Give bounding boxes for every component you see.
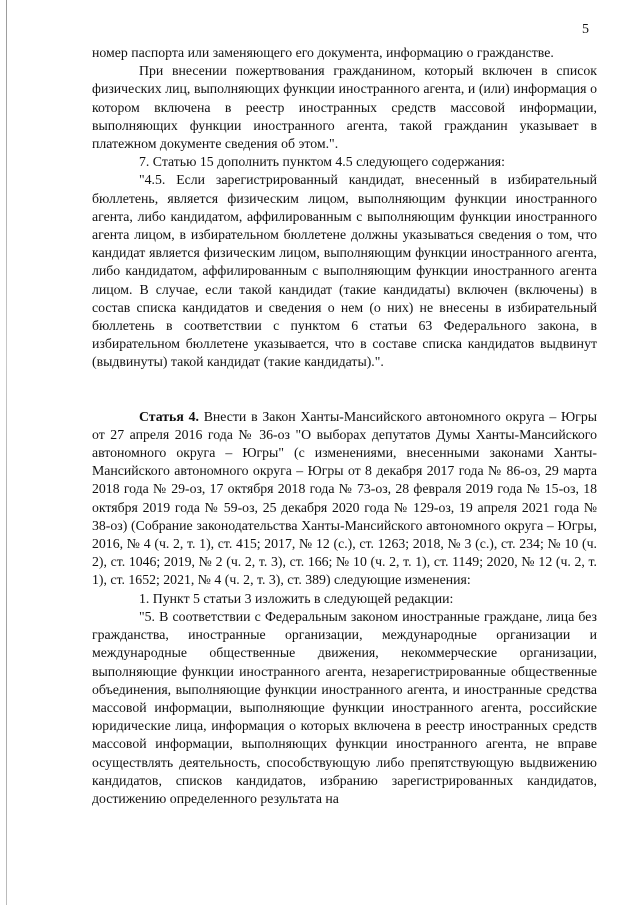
- article-4-heading: Статья 4.: [139, 408, 199, 424]
- paragraph-point-4-5: "4.5. Если зарегистрированный кандидат, внесенный в избирательный бюллетень, является физическим лицом, выполняющим функции иностранного агента, либо кандидатом, аффилированным с выполняющим функции иностранного агента лицом, в избирательном бюллетене должны указываться сведения о том, что кандидат является физическим лицом, выполняющим функции иностранного агента, либо кандидатом, аффилированным с выполняющим функции иностранного агента лицом. В случае, если такой кандидат (такие кандидаты) включен (включены) в состав списка кандидатов и сведения о нем (о них) не внесены в избирательный бюллетень в соответствии с пунктом 6 статьи 63 Федерального закона, в избирательном бюллетене указывается, что в составе списка кандидатов выдвинут (выдвинуты) такой кандидат (такие кандидаты).".: [92, 172, 597, 370]
- paragraph-item-1: 1. Пункт 5 статьи 3 изложить в следующей редакции:: [139, 590, 454, 606]
- paragraph-passport-info: номер паспорта или заменяющего его документа, информацию о гражданстве.: [92, 45, 554, 60]
- paragraph-gap: [92, 372, 597, 408]
- paragraph-point-5-text: "5. В соответствии с Федеральным законом иностранные граждане, лица без гражданства, иностранные организации, международные организации и международные общественные движения, некоммерческие организации, выполняющие функции иностранного агента, незарегистрированные общественные объединения, выполняющие функции иностранного агента, и иностранные средства массовой информации, выполняющие функции иностранного агента, российские юридические лица, информация о которых включена в реестр иностранных средств массовой информации, выполняющих функции иностранного агента, не вправе осуществлять деятельность, способствующую либо препятствующую выдвижению кандидатов, списков кандидатов, избранию зарегистрированных кандидатов, достижению определенного результата на: [92, 608, 597, 806]
- paragraph-donation-foreign-agent: При внесении пожертвования гражданином, который включен в список физических лиц, выполняющих функции иностранного агента, и (или) информация о котором включена в реестр иностранных средств массовой информации, выполняющих функции иностранного агента, такой гражданин указывает в платежном документе сведения об этом.".: [92, 63, 597, 152]
- document-body: [92, 44, 597, 808]
- paragraph-article-15-amendment: 7. Статью 15 дополнить пунктом 4.5 следующего содержания:: [139, 154, 505, 170]
- article-4-text: Внести в Закон Ханты-Мансийского автономного округа – Югры от 27 апреля 2016 года № 36-оз "О выборах депутатов Думы Ханты-Мансийского автономного округа – Югры" (с изменениями, внесенными законами Ханты-Мансийского автономного округа – Югры от 8 декабря 2017 года № 86-оз, 29 марта 2018 года № 29-оз, 17 октября 2018 года № 73-оз, 28 февраля 2019 года № 15-оз, 18 октября 2019 года № 59-оз, 25 декабря 2020 года № 129-оз, 19 апреля 2021 года № 38-оз) (Собрание законодательства Ханты-Мансийского автономного округа – Югры, 2016, № 4 (ч. 2, т. 1), ст. 415; 2017, № 12 (с.), ст. 1263; 2018, № 3 (с.), ст. 234; № 10 (ч. 2), ст. 1046; 2019, № 2 (ч. 2, т. 3), ст. 166; № 10 (ч. 2, т. 1), ст. 1149; 2020, № 12 (ч. 2, т. 1), ст. 1652; 2021, № 4 (ч. 2, т. 3), ст. 389) следующие изменения:: [92, 408, 597, 588]
- paragraph-article-4: [92, 408, 597, 590]
- page-number: 5: [582, 22, 589, 37]
- scan-edge-line: [6, 0, 7, 905]
